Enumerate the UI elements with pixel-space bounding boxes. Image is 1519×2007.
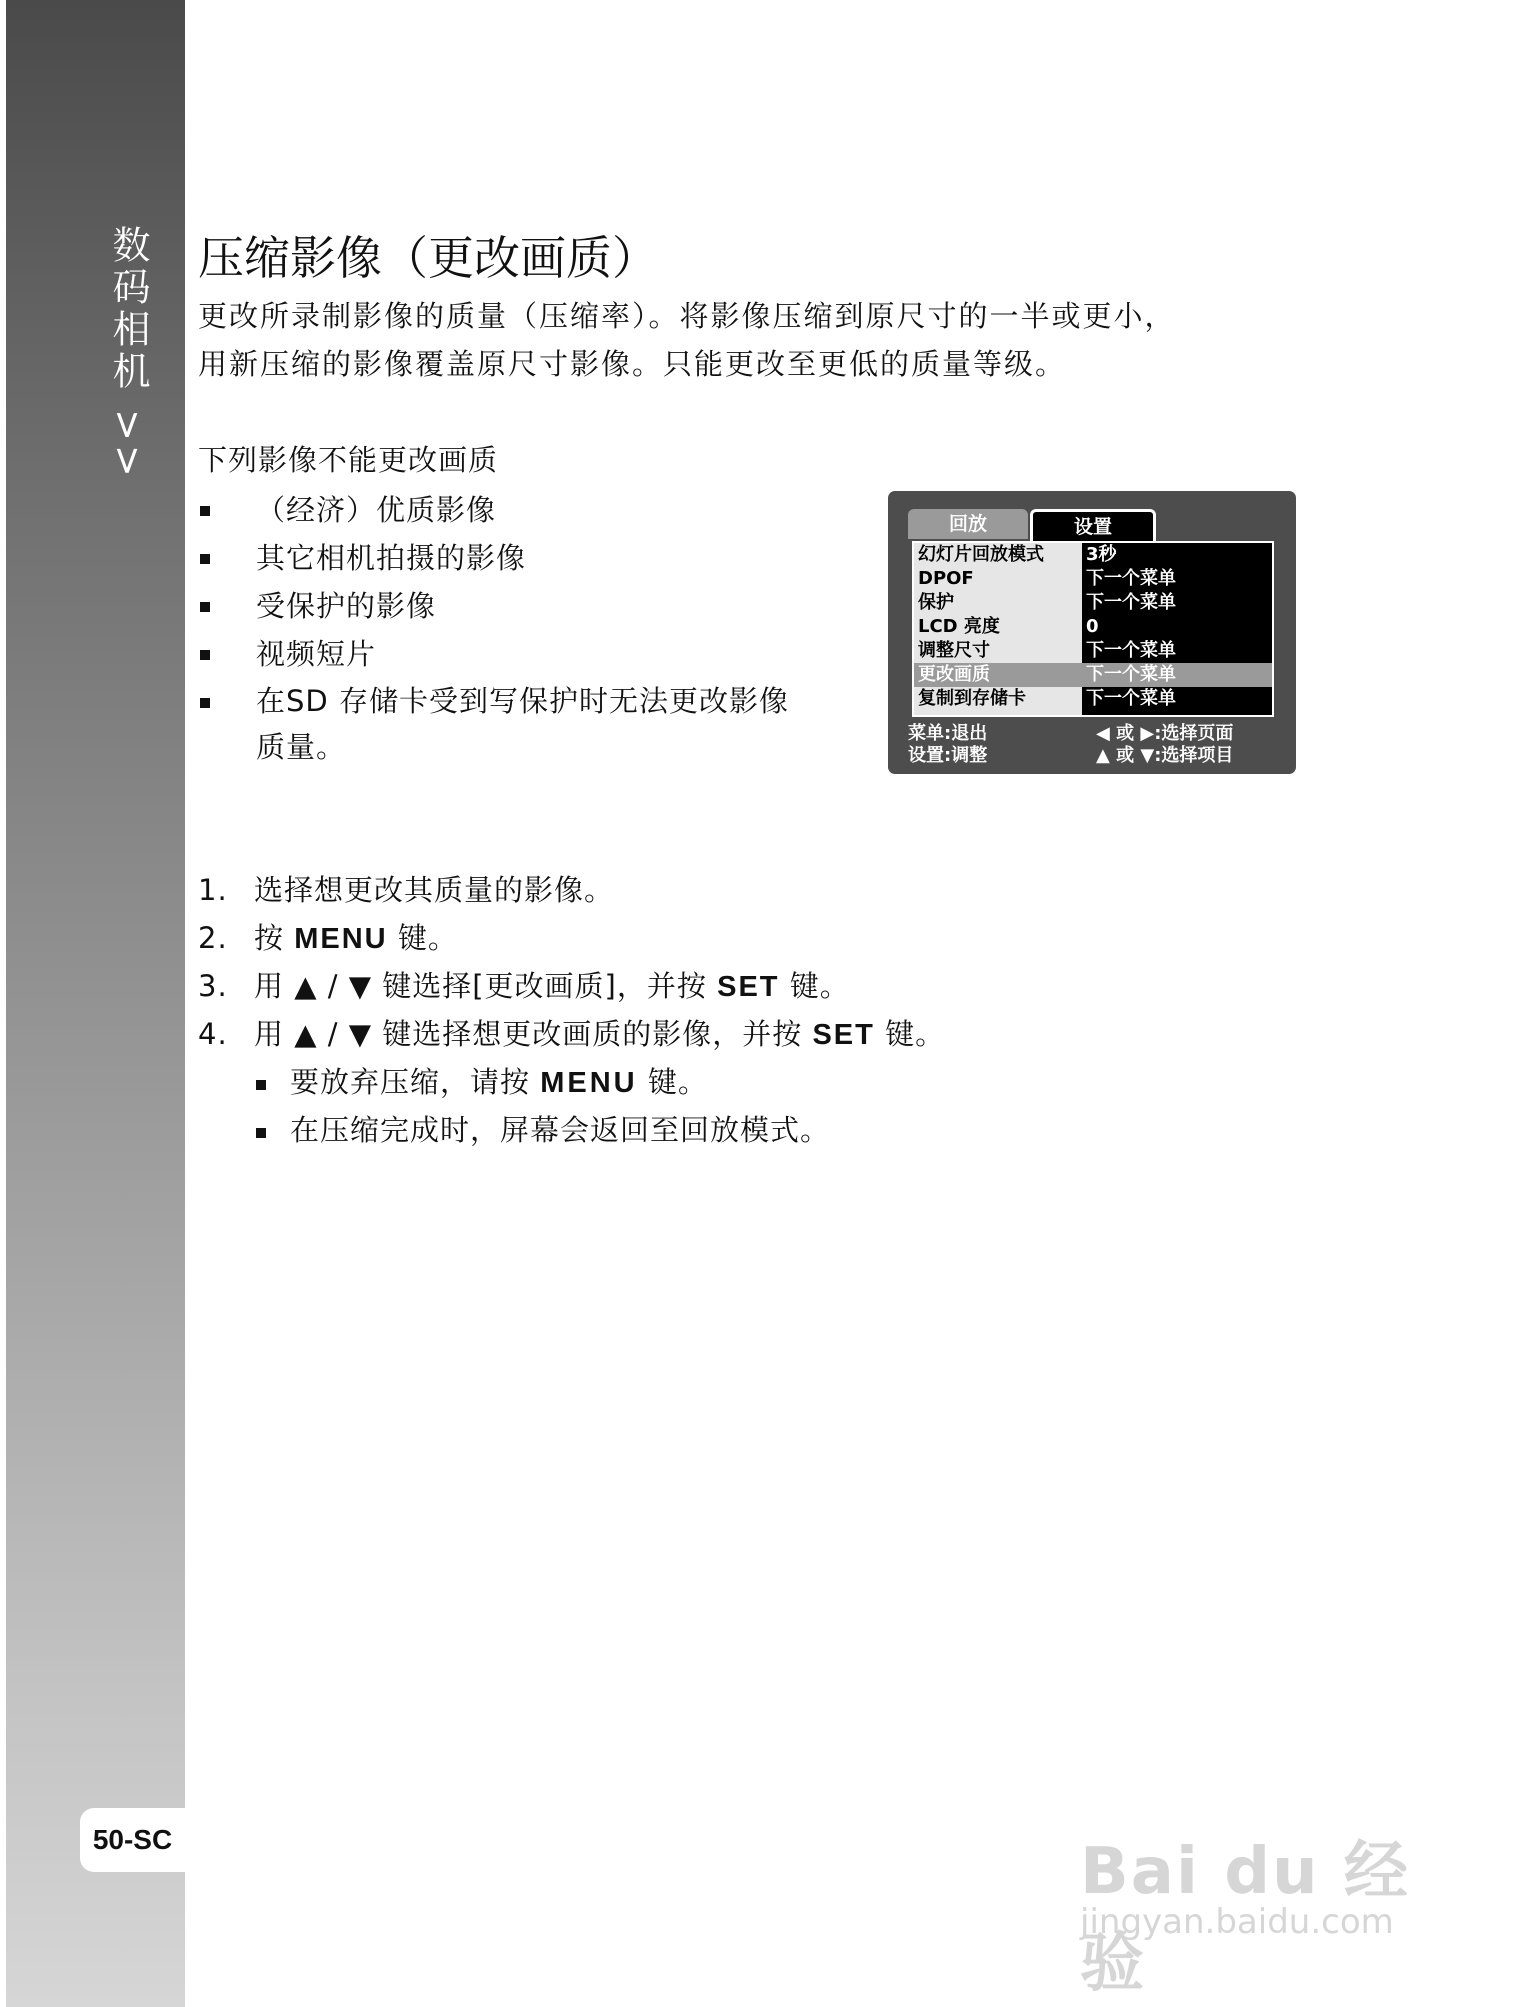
page-title: 压缩影像（更改画质） bbox=[198, 231, 658, 285]
page-number: 50-SC bbox=[80, 1808, 185, 1872]
tab-playback[interactable]: 回放 bbox=[908, 509, 1028, 539]
section-label: 数码相机 >> bbox=[106, 225, 150, 481]
intro-line: 更改所录制影像的质量（压缩率）。将影像压缩到原尺寸的一半或更小， bbox=[198, 299, 1176, 333]
list-item-line: 在SD 存储卡受到写保护时无法更改影像 bbox=[256, 684, 789, 718]
cannot-change-list bbox=[198, 486, 789, 770]
footer-hint: 设置:调整 bbox=[908, 745, 988, 766]
menu-row[interactable]: LCD 亮度 0 bbox=[918, 616, 1099, 637]
substeps-list bbox=[256, 1058, 830, 1154]
menu-panel bbox=[912, 541, 1274, 717]
watermark-url: jingyan.baidu.com bbox=[1080, 1902, 1394, 1942]
key-name: MENU bbox=[294, 923, 388, 955]
key-name: SET bbox=[812, 1019, 875, 1051]
intro-paragraph bbox=[198, 292, 1176, 388]
substep-item: 在压缩完成时，屏幕会返回至回放模式。 bbox=[256, 1106, 830, 1154]
substep-item: 要放弃压缩，请按 MENU 键。 bbox=[256, 1058, 830, 1106]
footer-hint: 菜单:退出 bbox=[908, 723, 988, 744]
step-item: 3. 用 ▲ / ▼ 键选择[更改画质]，并按 SET 键。 bbox=[198, 969, 850, 1003]
menu-row[interactable]: 复制到存储卡 下一个菜单 bbox=[918, 688, 1176, 709]
tab-setup[interactable]: 设置 bbox=[1030, 509, 1156, 542]
key-name: SET bbox=[717, 971, 780, 1003]
watermark bbox=[1072, 1780, 1432, 2001]
list-item: （经济）优质影像 bbox=[198, 486, 789, 534]
cannot-change-label: 下列影像不能更改画质 bbox=[198, 443, 499, 477]
intro-line: 用新压缩的影像覆盖原尺寸影像。只能更改至更低的质量等级。 bbox=[198, 347, 1067, 381]
list-item: 受保护的影像 bbox=[198, 582, 789, 630]
list-item-line: 质量。 bbox=[256, 730, 347, 764]
key-name: MENU bbox=[540, 1067, 638, 1099]
list-item: 视频短片 bbox=[198, 630, 789, 678]
list-item: 其它相机拍摄的影像 bbox=[198, 534, 789, 582]
footer-hint: ◀ 或 ▶:选择页面 bbox=[1096, 723, 1234, 744]
steps-list bbox=[198, 866, 945, 1058]
camera-menu-screen bbox=[888, 491, 1296, 774]
menu-row[interactable]: 保护 下一个菜单 bbox=[918, 592, 1176, 613]
step-item: 2. 按 MENU 键。 bbox=[198, 921, 458, 955]
menu-row[interactable]: 调整尺寸 下一个菜单 bbox=[918, 640, 1176, 661]
footer-hint: ▲ 或 ▼:选择项目 bbox=[1096, 745, 1234, 766]
menu-row[interactable]: DPOF 下一个菜单 bbox=[918, 568, 1176, 589]
step-item: 4. 用 ▲ / ▼ 键选择想更改画质的影像，并按 SET 键。 bbox=[198, 1017, 946, 1051]
sidebar bbox=[6, 0, 185, 2007]
list-item bbox=[198, 678, 789, 770]
baidu-logo: Bai du 经验 bbox=[1080, 1835, 1410, 2001]
menu-row[interactable]: 幻灯片回放模式 3秒 bbox=[918, 544, 1117, 565]
step-item: 1. 选择想更改其质量的影像。 bbox=[198, 873, 615, 907]
menu-row-selected[interactable]: 更改画质 下一个菜单 bbox=[914, 663, 1272, 687]
